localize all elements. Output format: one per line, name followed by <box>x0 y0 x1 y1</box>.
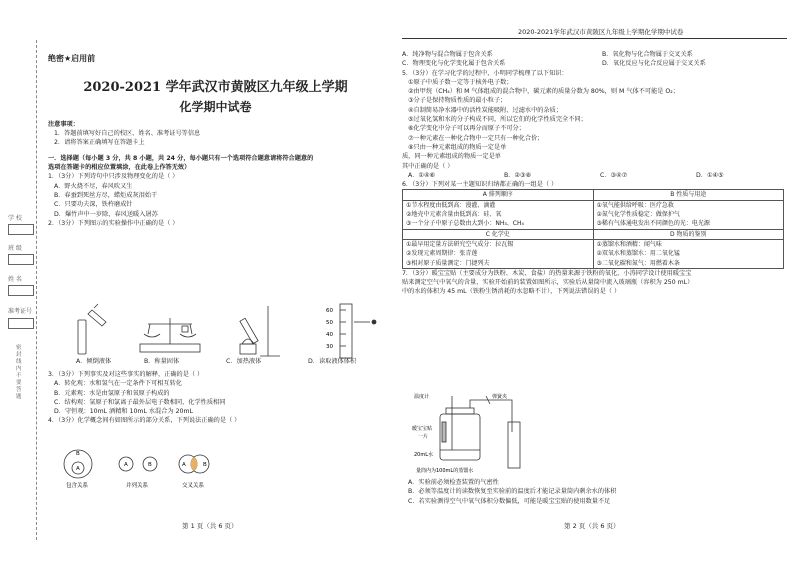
q6-cell <box>593 239 784 268</box>
q6-line: ①蒸馏水和酒精：闻气味 <box>596 240 662 248</box>
q3-option: B．元素观：水是由氢原子和氧原子构成的 <box>54 389 170 397</box>
q3-option: A．转化观：水和氢气在一定条件下可相互转化 <box>54 380 182 388</box>
venn-letter: A <box>124 462 128 468</box>
scale-mark: 50 <box>326 320 333 326</box>
q2-label-b: B．称量固体 <box>144 358 180 365</box>
venn-letter: B <box>76 451 80 457</box>
q1-option: D．爆竹声中一岁除，春风送暖入屠苏 <box>54 210 158 218</box>
venn-letter: A <box>76 466 80 472</box>
section-one-heading-cont: 选项在答题卡的相应位置填涂，在此卷上作答无效） <box>48 164 191 172</box>
fig-label: 暖宝宝贴 <box>412 426 433 432</box>
q3-option: C．结构观：氩原子和氯离子最外层电子数相同，化学性质相同 <box>54 398 226 406</box>
question-1: 1．（3分）下列诗句中只涉及物理变化的是（ ） <box>48 173 179 181</box>
venn-letter: B <box>203 462 207 468</box>
notice-item: 1．答题前填写好自己的校区、姓名、准考证号等信息 <box>54 130 201 138</box>
fig-label: 一片 <box>418 434 429 440</box>
q6-head: C 化学史 <box>403 229 594 239</box>
q6-line: ③稀有气体通电发出不同颜色的光：电光源 <box>596 220 710 228</box>
exam-no-label: 准考证号 <box>8 308 33 315</box>
q1-option: C．只要功夫深，铁杵磨成针 <box>54 201 133 209</box>
class-label: 班 级 <box>8 245 22 252</box>
heating-liquid-icon <box>240 306 280 356</box>
q6-cell <box>593 200 784 229</box>
question-4: 4．（3分）化学概念间有如图所示的部分关系，下列说法正确的是（ ） <box>48 417 241 425</box>
secret-mark: 绝密★启用前 <box>48 54 96 63</box>
q6-head: A 排列顺序 <box>403 190 594 200</box>
q4-option: C．物理变化与化学变化属于包含关系 <box>402 60 506 68</box>
venn-letter: B <box>148 462 152 468</box>
venn-diagrams <box>58 446 238 490</box>
q6-line: ②地壳中元素含量由低到高：硅、氧 <box>406 211 502 219</box>
q5-item: ③分子是保持物质性质的最小粒子； <box>408 97 507 105</box>
q7-option: B．必须等温度计的读数恢复至实验前的温度后才能记录量筒内剩余水的体积 <box>408 488 617 496</box>
question-3: 3．（3分）下列事实及对这些事实的解释，正确的是（ ） <box>48 371 204 378</box>
scale-mark: 60 <box>326 308 333 314</box>
q6-head: B 性质与用途 <box>593 190 784 200</box>
q5-item-tail: 质，同一种元素组成的物质一定是单 <box>402 153 501 161</box>
class-field[interactable] <box>8 254 34 265</box>
q6-cell <box>403 200 594 229</box>
question-7-cont: 中的水的体积为 45 mL（铁粉生锈消耗的水忽略不计），下列说法错误的是（ ） <box>402 288 621 296</box>
q5-item: ⑦一种元素在一种化合物中一定只有一种化合价； <box>408 134 544 142</box>
fig-label: 弹簧夹 <box>492 394 508 400</box>
name-label: 姓 名 <box>8 276 22 283</box>
q5-option: B．②③⑧ <box>504 171 532 179</box>
scale-mark: 40 <box>326 332 333 338</box>
venn-letter: A <box>182 462 186 468</box>
q4-venn-figures <box>58 446 238 490</box>
page-two-footer: 第 2 页（共 6 页） <box>564 522 620 530</box>
seal-line <box>36 40 37 540</box>
section-one-heading: 一．选择题（每小题 3 分，共 8 小题，共 24 分，每小题只有一个选项符合题意请将符合题意的 <box>48 154 314 162</box>
notice-item: 2．请将答案正确填写在答题卡上 <box>54 139 145 147</box>
q6-line: ①节水程度由低到高：漫灌、滴灌 <box>406 201 496 209</box>
fig-label: 温度计 <box>414 394 430 400</box>
q1-option: A．野火烧不尽，春风吹又生 <box>54 182 133 190</box>
q7-apparatus <box>412 392 562 476</box>
fig-label: 20mL水 <box>414 452 434 458</box>
fig-label: 量筒内为100mL的蒸馏水 <box>416 468 474 474</box>
q5-option: D．①④⑤ <box>696 171 724 179</box>
page-two <box>402 50 787 297</box>
q4-option-row <box>402 50 787 59</box>
q6-head: D 物质的鉴别 <box>593 229 784 239</box>
q5-options <box>402 171 787 180</box>
q5-item: ⑧只由一种元素组成的物质一定是单 <box>408 143 507 151</box>
school-field[interactable] <box>8 224 34 235</box>
apparatus-illustration <box>412 392 562 476</box>
q6-line: ②发现元素周期律：张青莲 <box>406 250 478 258</box>
seal-note: 密 封 线 内 不 要 答 题 <box>16 345 22 400</box>
header-rule <box>402 38 787 39</box>
q2-label-a: A．倾倒液体 <box>76 358 112 365</box>
question-7: 7．（3分）暖宝宝贴（主要成分为铁粉、木炭、食盐）的热量来源于铁粉的氧化，小涛同学设计使用暖宝宝 <box>402 269 692 277</box>
venn-caption: 包含关系 <box>66 483 89 489</box>
page-header-title: 2020-2021学年武汉市黄陂区九年级上学期化学期中试卷 <box>518 28 684 36</box>
notice-head: 注意事项： <box>48 120 79 128</box>
q4-option: B．氧化物与化合物属于交叉关系 <box>602 51 693 58</box>
q6-table <box>402 189 784 268</box>
question-5: 5．（3分）在学习化学的过程中，小明同学梳理了以下知识： <box>402 69 568 77</box>
q4-option: D．氧化反应与化合反应属于交叉关系 <box>602 60 706 68</box>
q1-option: B．春蚕到死丝方尽，蜡炬成灰泪始干 <box>54 191 158 199</box>
question-7-cont: 贴来测定空气中氧气的含量，实验开始前的装置如图所示，实验后从量筒中流入玻璃瓶（容积为 250 mL） <box>402 279 694 287</box>
q6-line: ②双氧水和蒸馏水：用二氧化锰 <box>596 250 680 258</box>
page-one <box>48 50 383 228</box>
q6-line: ③相对原子质量测定：门捷列夫 <box>406 259 490 267</box>
measuring-cylinder-icon <box>340 304 376 358</box>
q2-label-c: C．加热液体 <box>226 358 262 365</box>
q5-item: ⑥化学变化中分子可以再分而原子不可分； <box>408 125 525 133</box>
q4-option-row <box>402 59 787 68</box>
q5-option: C．③④⑦ <box>600 171 628 179</box>
school-label: 学 校 <box>8 215 22 222</box>
pouring-liquid-icon <box>78 304 106 354</box>
q6-line: ①氧气能供给呼吸：医疗急救 <box>596 201 674 209</box>
q5-item: ⑤过氧化氢和水的分子构成不同，所以它们的化学性质完全不同； <box>408 116 587 124</box>
q5-ask: 其中正确的是（ ） <box>402 162 454 170</box>
exam-no-field[interactable] <box>8 318 34 329</box>
q7-option: C．若实验测得空气中氧气体积分数偏低，可能是暖宝宝贴的使用数量不足 <box>408 497 611 505</box>
question-2: 2．（3分）下列图示的实验操作中正确的是（ ） <box>48 219 179 227</box>
q7-option: A．实验前必须检查装置的气密性 <box>408 479 499 486</box>
q6-line: ③一个分子中原子总数由大到小：NH₃、CH₄ <box>406 220 524 228</box>
q4-option: A．纯净物与混合物属于包含关系 <box>402 51 493 58</box>
q6-line: ③二氧化碳和氮气：用燃着木条 <box>596 259 680 267</box>
q3-option: D．守恒观：10mL 酒精和 10mL 水混合为 20mL <box>54 408 193 416</box>
q7-options <box>402 478 616 506</box>
exam-title: 2020-2021 学年武汉市黄陂区九年级上学期 <box>83 80 348 96</box>
binding-strip <box>6 40 42 540</box>
page-one-footer: 第 1 页（共 6 页） <box>182 522 238 530</box>
q2-label-d: D．读取液体体积 <box>308 358 357 365</box>
venn-caption: 交叉关系 <box>182 483 205 489</box>
balance-icon <box>140 318 200 352</box>
page-one-lower <box>48 370 383 426</box>
question-6: 6．（3分）下列对某一主题知识归纳都正确的一组是（ ） <box>402 181 558 189</box>
venn-caption: 并列关系 <box>126 483 149 489</box>
q5-item: ④自制简易净水器中的活性炭能吸附、过滤水中的杂质； <box>408 106 563 114</box>
q6-line: ①最早用定量方法研究空气成分：拉瓦锡 <box>406 240 514 248</box>
q5-item: ②由甲烷（CH₄）和 M 气体组成的混合物中，碳元素的质量分数为 80%，则 M 气体不可能是 O₂； <box>408 88 679 96</box>
cylinder-icon <box>508 422 520 468</box>
name-field[interactable] <box>8 285 34 296</box>
q5-option: A．①④⑥ <box>408 171 436 179</box>
q6-line: ②氮气化学性质稳定：做保护气 <box>596 211 680 219</box>
q5-item: ①原子中质子数一定等于核外电子数； <box>408 78 513 86</box>
q6-cell <box>403 239 594 268</box>
scale-mark: 30 <box>326 344 333 350</box>
exam-subtitle: 化学期中试卷 <box>179 99 252 114</box>
